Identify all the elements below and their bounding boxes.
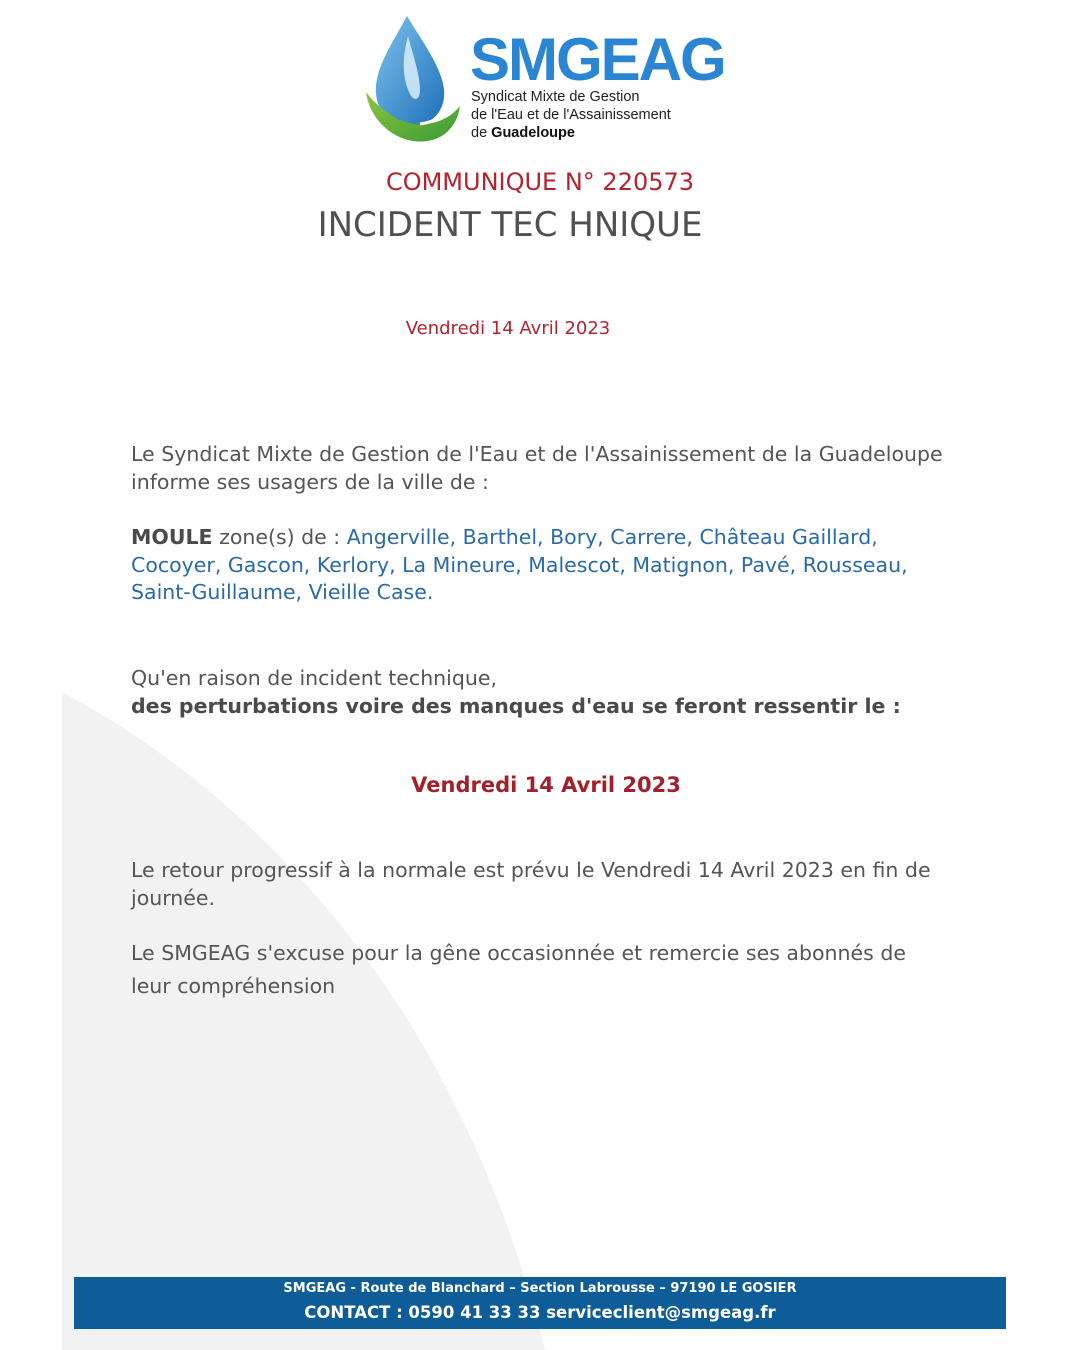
logo-tagline-line2: de l'Eau et de l'Assainissement [471,107,671,123]
logo-tagline-prefix: de [471,125,492,141]
footer-contact: CONTACT : 0590 41 33 33 serviceclient@smgeag.fr [304,1303,776,1322]
notice-title: INCIDENT TEC HNIQUE [317,205,703,245]
footer-bar [74,1277,1006,1329]
reason-paragraph [131,665,951,720]
return-paragraph: Le retour progressif à la normale est prévu le Vendredi 14 Avril 2023 en fin de journée. [131,858,931,910]
affected-zones-paragraph [131,524,951,607]
logo-tagline-region: Guadeloupe [491,125,575,141]
logo-brand-text: SMGEAG [470,26,725,93]
apology-paragraph: Le SMGEAG s'excuse pour la gêne occasionnée et remercie ses abonnés de leur compréhension [131,941,906,998]
footer-address: SMGEAG - Route de Blanchard – Section Labrousse – 97190 LE GOSIER [283,1281,797,1296]
city-name: MOULE [131,525,213,549]
logo-tagline-line1: Syndicat Mixte de Gestion [471,89,640,105]
intro-paragraph: Le Syndicat Mixte de Gestion de l'Eau et de l'Assainissement de la Guadeloupe informe ses usagers de la ville de : [131,442,943,494]
communique-number: COMMUNIQUE N° 220573 [385,168,695,196]
disruption-date: Vendredi 14 Avril 2023 [411,773,681,797]
notice-date: Vendredi 14 Avril 2023 [405,318,611,339]
zones-list: Angerville, Barthel, Bory, Carrere, Château Gaillard, Cocoyer, Gascon, Kerlory, La Mineure, Malescot, Matignon, Pavé, Rousseau, Saint-Guillaume, Vieille Case. [131,525,908,604]
reason-text: Qu'en raison de incident technique, [131,666,498,690]
reason-bold-text: des perturbations voire des manques d'eau se feront ressentir le : [131,693,901,718]
zones-label: zone(s) de : [212,525,347,549]
